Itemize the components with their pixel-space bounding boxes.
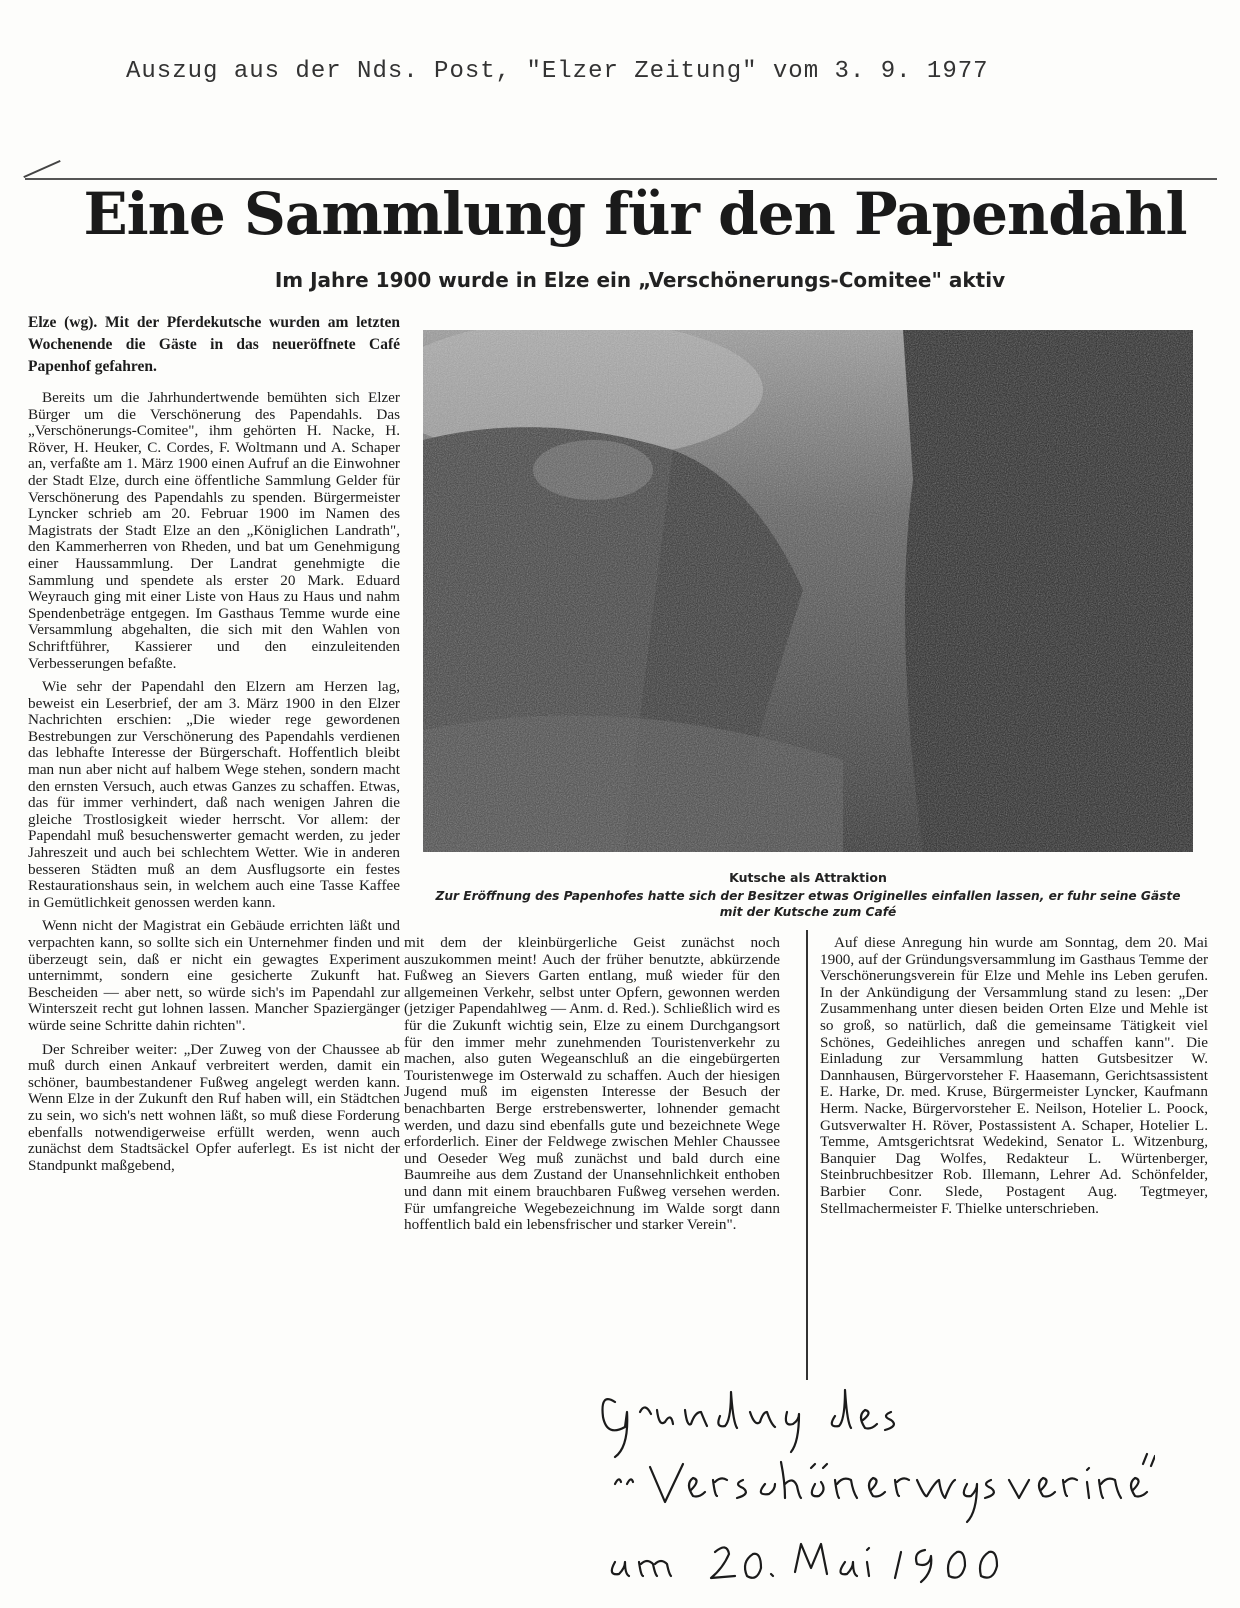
column-divider (806, 930, 808, 1380)
article-column-right (820, 935, 1208, 1310)
paragraph: mit dem der kleinbürgerliche Geist zunächst noch auszukommen meint! Auch der früher benutzte, abkürzende Fußweg an Sievers Garten entlang, muß wieder für den allgemeinen Verkehr, selbst unter Opfern, gewonnen werden (jetziger Papendahlweg — Anm. d. Red.). Schließlich wird es für die Zukunft wichtig sein, Elze zu einem Durchgangsort für den immer mehr zunehmenden Touristenverkehr zu machen, also guten Wegeanschluß an die eingebürgerten Touristenwege im Osterwald zu schaffen. Auch der hiesigen Jugend muß im eigensten Interesse der Besuch der benachbarten Berge erstrebenswerter, lohnender gemacht werden, und dazu sind ebenfalls gute und bezeichnete Wege erforderlich. Einer der Feldwege zwischen Mehler Chaussee und Oeseder Weg muß zunächst und bald durch eine Baumreihe aus dem Zustand der Unansehnlichkeit enthoben und dann mit einem brauchbaren Fußweg versehen werden. Für umfangreiche Wegebezeichnung im Walde sorgt dann hoffentlich bald ein lebensfrischer und starker Verein". (404, 935, 780, 1234)
article-column-left (28, 312, 400, 1487)
clipping-cut-mark (23, 160, 60, 178)
paragraph: Bereits um die Jahrhundertwende bemühten sich Elzer Bürger um die Verschönerung des Papendahls. Das „Verschönerungs-Comitee", ihm gehörten H. Nacke, H. Röver, H. Heuker, C. Cordes, F. Woltmann und A. Schaper an, verfaßte am 1. März 1900 einen Aufruf an die Einwohner der Stadt Elze, durch eine öffentliche Sammlung Gelder für Verschönerung des Papendahls zu spenden. Bürgermeister Lyncker schrieb am 20. Februar 1900 im Namen des Magistrats der Stadt Elze an den „Königlichen Landrath", den Kammerherren von Rheden, und bat um Genehmigung einer Haussammlung. Der Landrat genehmigte die Sammlung und spendete als erster 20 Mark. Eduard Weyrauch ging mit einer Liste von Haus zu Haus und nahm Spendenbeträge entgegen. Im Gasthaus Temme wurde eine Versammlung abgehalten, die sich mit den Wahlen von Schriftführer, Kassierer und den einzuleitenden Verbesserungen befaßte. (28, 389, 400, 672)
handwritten-annotation (595, 1372, 1155, 1602)
typed-source-note: Auszug aus der Nds. Post, "Elzer Zeitung" vom 3. 9. 1977 (126, 58, 989, 85)
article-lead: Elze (wg). Mit der Pferdekutsche wurden am letzten Wochenende die Gäste in das neueröffnete Café Papenhof gefahren. (28, 314, 400, 375)
article-subheadline: Im Jahre 1900 wurde in Elze ein „Verschönerungs-Comitee" aktiv (274, 268, 1006, 292)
photo-image (423, 330, 1193, 852)
paragraph: Auf diese Anregung hin wurde am Sonntag, dem 20. Mai 1900, auf der Gründungsversammlung im Gasthaus Temme der Verschönerungsverein für Elze und Mehle ins Leben gerufen. In der Ankündigung der Versammlung stand zu lesen: „Der Zusammenhang unter diesen beiden Orten Elze und Mehle ist so groß, so natürlich, daß die gemeinsame Tätigkeit viel Schönes, Gedeihliches anregen und schaffen kann". Die Einladung zur Versammlung hatten Gutsbesitzer W. Dannhausen, Bürgervorsteher F. Haasemann, Gerichtsassistent E. Harke, Dr. med. Kruse, Bürgermeister Lyncker, Kaufmann Herm. Nacke, Bürgervorsteher E. Neilson, Hotelier L. Poock, Gutsverwalter H. Röver, Postassistent A. Schaper, Hotelier L. Temme, Amtsgerichtsrat Wedekind, Senator L. Witzenburg, Banquier Dag Wolfes, Redakteur L. Würtenberger, Steinbruchbesitzer Rob. Illemann, Lehrer Ad. Schönfelder, Barbier Conr. Slede, Postagent Aug. Tegtmeyer, Stellmachermeister F. Thielke unterschrieben. (820, 935, 1208, 1217)
photo-caption-text: Zur Eröffnung des Papenhofes hatte sich der Besitzer etwas Originelles einfallen lassen, er fuhr seine Gäste mit der Kutsche zum Café (435, 889, 1181, 919)
paragraph: Wenn nicht der Magistrat ein Gebäude errichten läßt und verpachten kann, so sollte sich ein Unternehmer finden und überzeugt sein, daß er nicht ein gewagtes Experiment unternimmt, sondern eine gesicherte Zukunft hat. Bescheiden — aber nett, so würde sich's im Papendahl zur Winterszeit recht gut lohnen lassen. Mancher Spaziergänger würde seine Schritte dahin richten". (28, 917, 400, 1034)
handwriting-image (595, 1372, 1155, 1602)
article-headline: Eine Sammlung für den Papendahl (83, 180, 1187, 248)
photo-caption-title: Kutsche als Attraktion (729, 870, 887, 885)
paragraph: Wie sehr der Papendahl den Elzern am Herzen lag, beweist ein Leserbrief, der am 3. März 1900 in den Elzer Nachrichten erschien: „Die wieder rege gewordenen Bestrebungen zur Verschönerung des Papendahls verdienen das lebhafte Interesse der Bürgerschaft. Hoffentlich bleibt man nun aber nicht auf halbem Wege stehen, sondern macht den ernsten Versuch, auch etwas Ganzes zu schaffen. Etwas, das für immer verhindert, daß nach wenigen Jahren die gleiche Trostlosigkeit wieder herrscht. Vor allem: der Papendahl muß besuchenswerter gemacht werden, zu jeder Jahreszeit und auch bei schlechtem Wetter. Wie in anderen besseren Städten muß an dem Ausflugsorte ein festes Restaurationshaus sein, in welchem auch eine Tasse Kaffee in Gemütlichkeit genossen werden kann. (28, 678, 400, 911)
article-photo-carriage (423, 330, 1193, 852)
paragraph: Der Schreiber weiter: „Der Zuweg von der Chaussee ab muß durch einen Ankauf verbreitert werden, damit ein schöner, baumbestandener Fußweg angelegt werden kann. Wenn Elze in der Zukunft den Ruf haben will, ein Städtchen zu sein, wo sich's nett wohnen läßt, so muß diese Forderung ebenfalls notwendigerweise erfüllt werden, wenn auch zunächst dem Stadtsäckel Opfer auferlegt. Es ist nicht der Standpunkt maßgebend, (28, 1040, 400, 1174)
article-column-middle (404, 935, 780, 1350)
